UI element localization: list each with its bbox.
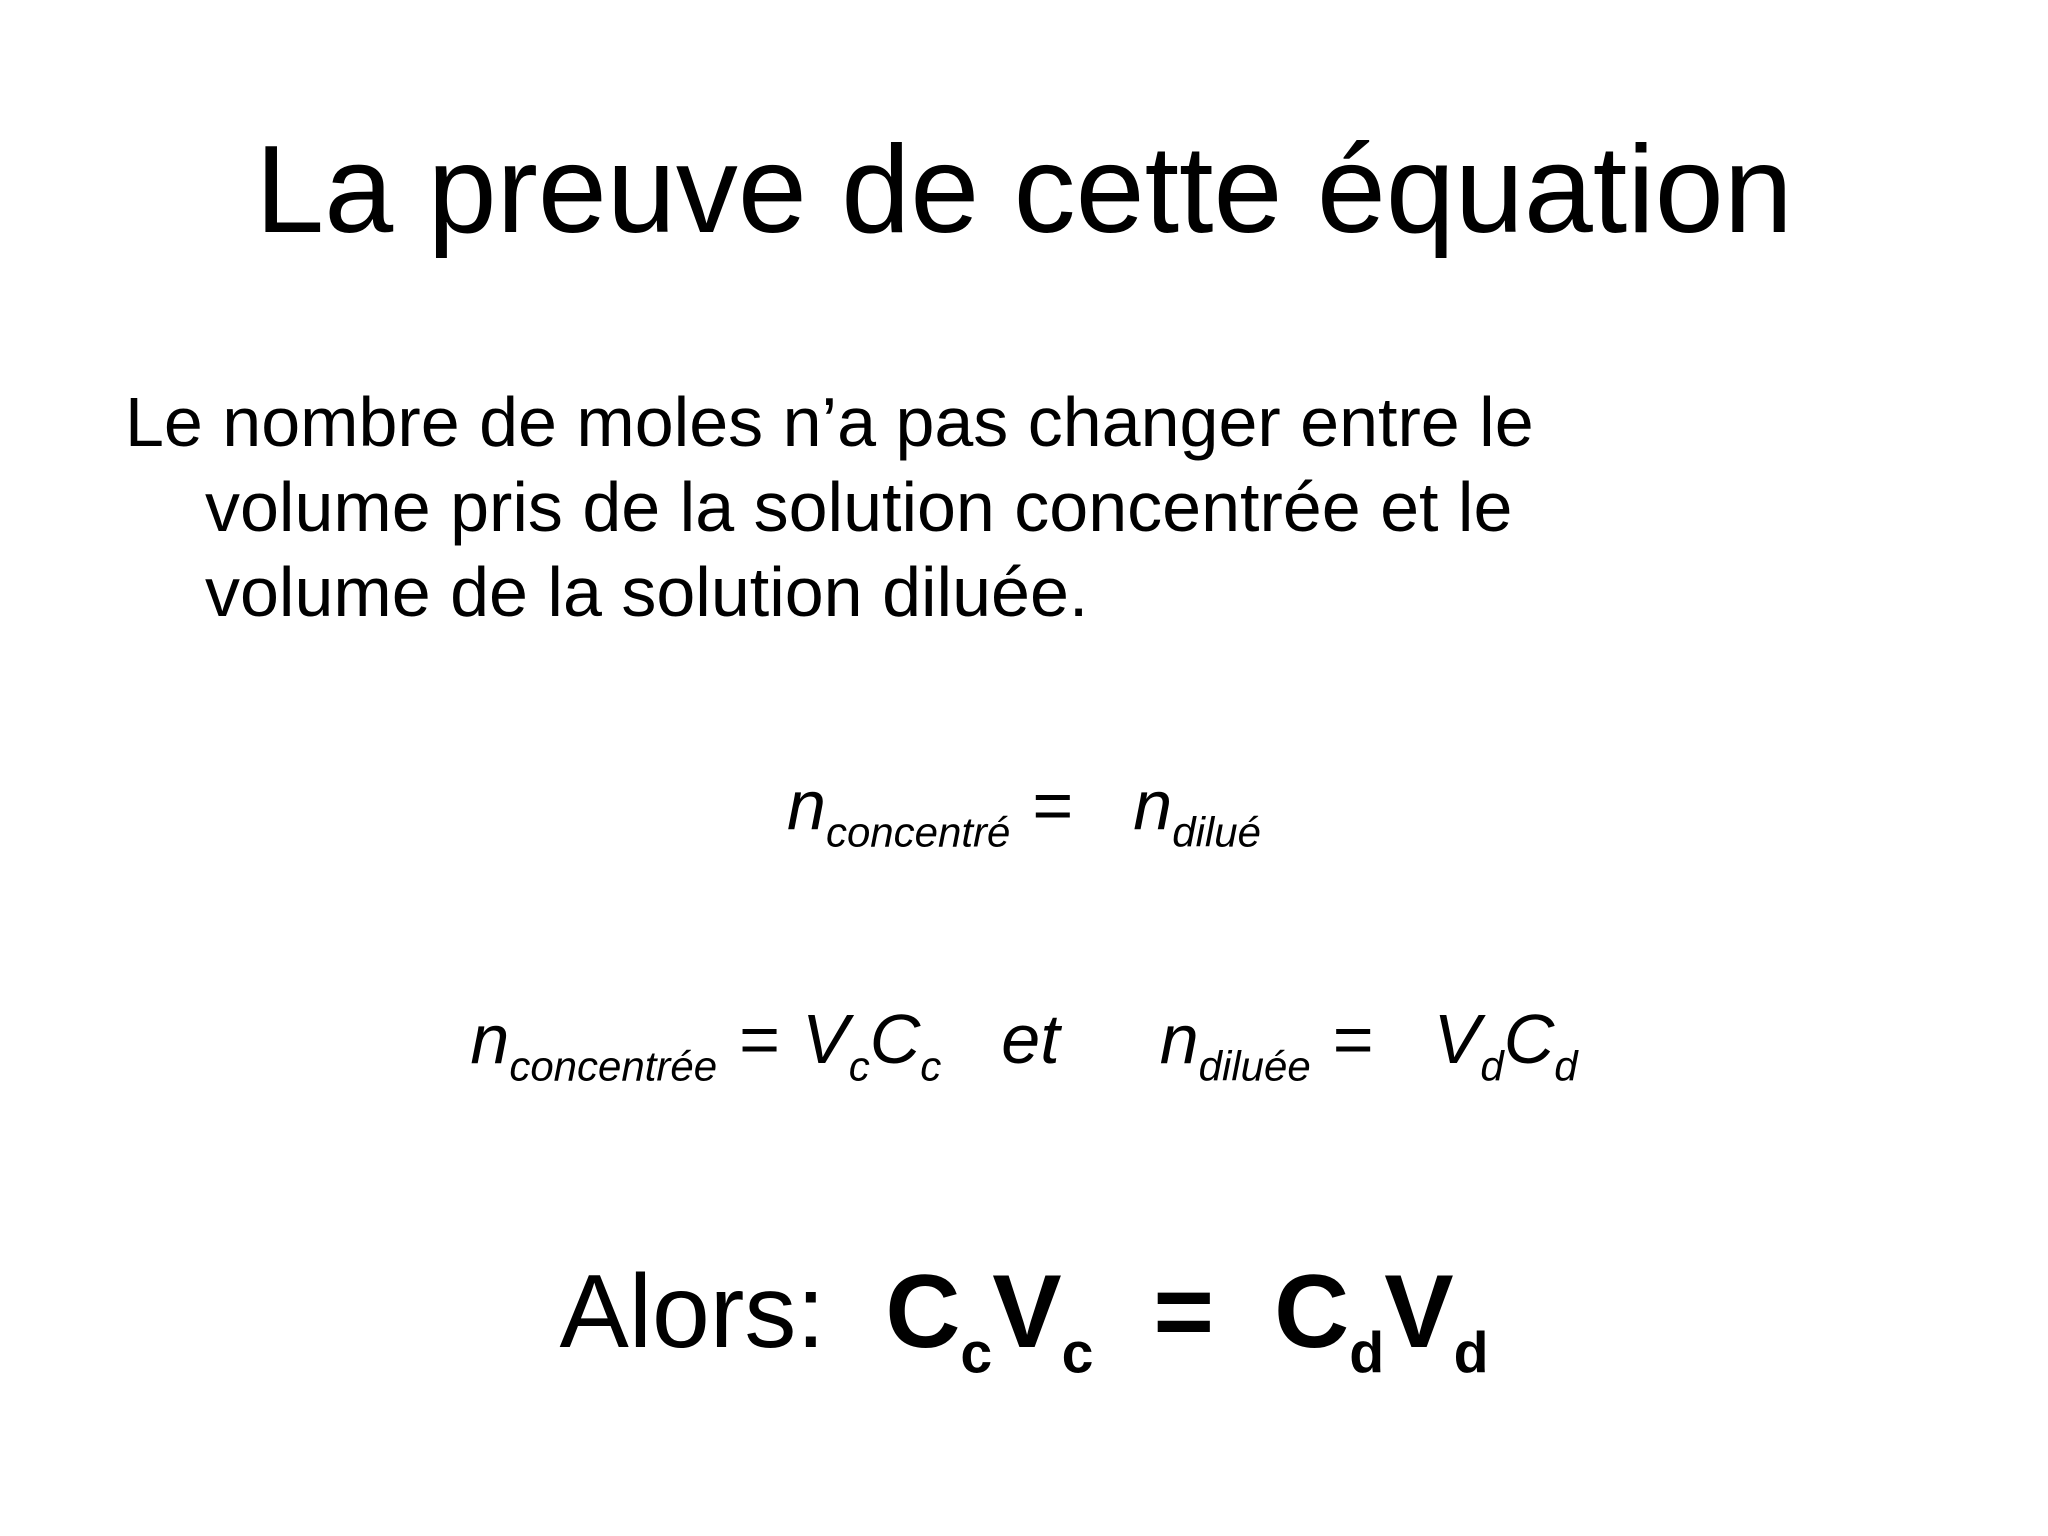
eq2-equals-2: = <box>1332 1000 1374 1078</box>
eq1-right-sub: dilué <box>1172 808 1261 856</box>
eq3-v2: V <box>1384 1254 1454 1370</box>
body-paragraph <box>125 380 1825 635</box>
eq1-left-sub: concentré <box>825 808 1011 856</box>
eq2-vd-sub: d <box>1480 1042 1504 1090</box>
eq3-v2-sub: d <box>1453 1321 1489 1386</box>
eq3-c1-sub: c <box>960 1321 993 1386</box>
eq1-equals: = <box>1032 766 1074 844</box>
eq2-cd: C <box>1503 1000 1555 1078</box>
eq2-cc: C <box>869 1000 921 1078</box>
eq3-v1: V <box>992 1254 1062 1370</box>
eq2-right-sub: diluée <box>1198 1042 1311 1090</box>
equation-moles-definitions <box>0 1000 2048 1090</box>
eq2-vc-sub: c <box>848 1042 870 1090</box>
body-line-3: volume de la solution diluée. <box>205 553 1089 631</box>
eq2-right-var: n <box>1159 1000 1199 1078</box>
eq3-c2: C <box>1274 1254 1350 1370</box>
eq2-connector: et <box>1001 1000 1060 1078</box>
eq2-left-var: n <box>470 1000 510 1078</box>
eq2-vc: V <box>802 1000 849 1078</box>
eq1-right-var: n <box>1133 766 1173 844</box>
eq3-lead: Alors: <box>559 1254 826 1370</box>
eq2-left-sub: concentrée <box>509 1042 718 1090</box>
body-line-1: Le nombre de moles n’a pas changer entre le <box>125 383 1534 461</box>
eq3-v1-sub: c <box>1061 1321 1094 1386</box>
eq3-c1: C <box>885 1254 961 1370</box>
eq2-cd-sub: d <box>1554 1042 1578 1090</box>
eq2-vd: V <box>1433 1000 1481 1078</box>
body-line-2: volume pris de la solution concentrée et le <box>205 468 1513 546</box>
equation-dilution-result <box>0 1254 2048 1386</box>
eq2-cc-sub: c <box>920 1042 942 1090</box>
slide-title: La preuve de cette équation <box>255 121 1793 259</box>
equation-moles-equal <box>0 766 2048 856</box>
eq3-c2-sub: d <box>1349 1321 1385 1386</box>
eq2-equals: = <box>739 1000 781 1078</box>
eq3-equals: = <box>1153 1254 1215 1370</box>
eq1-left-var: n <box>787 766 826 844</box>
